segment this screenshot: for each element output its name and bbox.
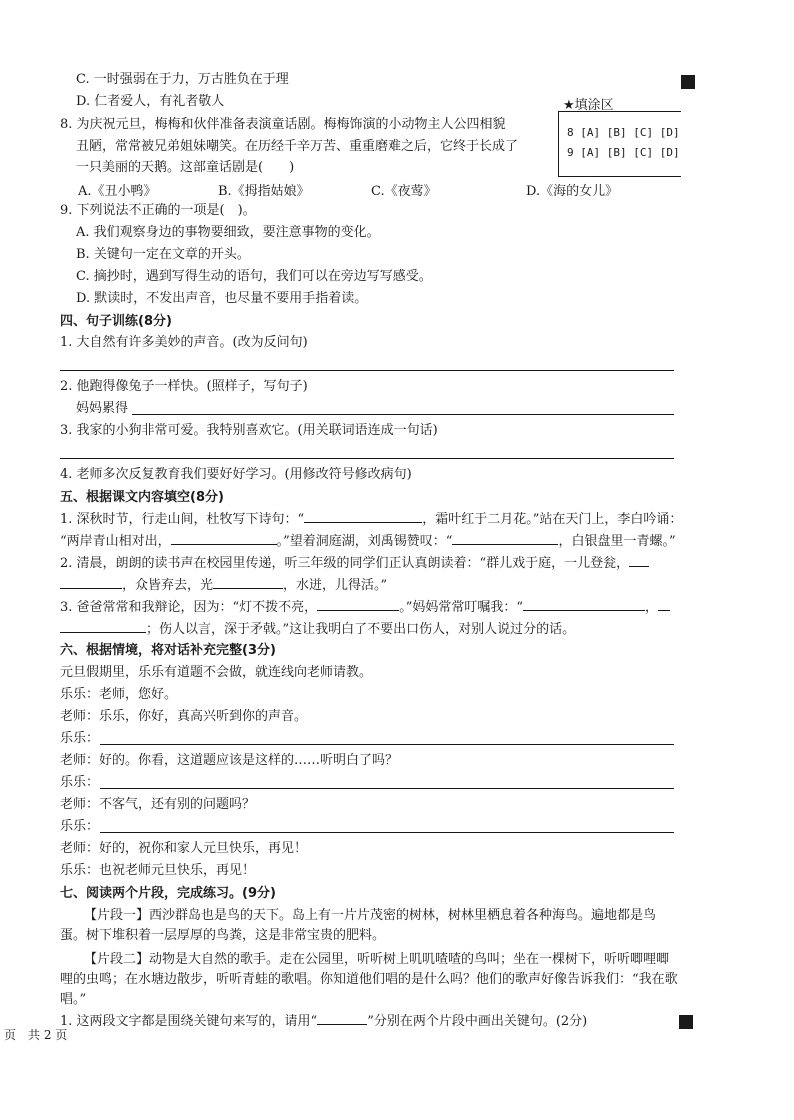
section-6-title: 六、根据情境，将对话补充完整(3分) (60, 643, 276, 658)
fill-row-9[interactable]: 9 [A] [B] [C] [D] (567, 146, 680, 159)
dialogue-answer-line-1[interactable] (100, 744, 674, 745)
sec5-q3-blank-2[interactable] (523, 598, 645, 611)
sec5-q3-blank-1[interactable] (317, 598, 399, 611)
q9-option-d: D. 默读时，不发出声音，也尽量不要用手指着读。 (76, 291, 368, 306)
sec4-q3: 3. 我家的小狗非常可爱。我特别喜欢它。(用关联词语连成一句话) (60, 423, 438, 438)
fill-area-box (558, 111, 681, 177)
sec5-q2-line1 (60, 554, 649, 573)
reading-passage-1: 【片段一】西沙群岛也是鸟的天下。岛上有一片片茂密的树林，树林里栖息着各种海鸟。遍地都是鸟蛋。树下堆积着一层厚厚的鸟粪，这是非常宝贵的肥料。 (60, 908, 657, 943)
sec5-q1-blank-1[interactable] (304, 510, 422, 523)
q8-option-c[interactable]: C.《夜莺》 (371, 184, 437, 199)
dialogue-line-5-label: 乐乐： (60, 775, 100, 790)
sec5-q2-text-b: ，众皆弃去，光 (122, 578, 214, 593)
sec5-q1-text-c: “两岸青山相对出， (60, 534, 171, 549)
sec5-q1-blank-3[interactable] (452, 532, 558, 545)
q8-line-3: 一只美丽的天鹅。这部童话剧是( ) (76, 160, 295, 175)
sec4-q4: 4. 老师多次反复教育我们要好好学习。(用修改符号修改病句) (60, 467, 412, 482)
alignment-marker-top (681, 75, 695, 89)
q8-options (78, 180, 638, 198)
sec5-q2-blank-1a[interactable] (629, 554, 649, 567)
alignment-marker-bottom (679, 1015, 693, 1029)
section-4-title: 四、句子训练(8分) (60, 314, 172, 329)
sec5-q1-text-a: 1. 深秋时节，行走山间，杜牧写下诗句：“ (60, 512, 305, 527)
sec5-q1-line2 (60, 532, 676, 551)
dialogue-line-2: 老师：乐乐，你好，真高兴听到你的声音。 (60, 709, 308, 724)
sec5-q3-text-b: 。”妈妈常常叮嘱我：“ (399, 600, 523, 615)
sec5-q2-blank-1b[interactable] (60, 576, 122, 589)
q9-option-b: B. 关键句一定在文章的开头。 (76, 247, 250, 262)
sec4-q3-answer-line[interactable] (60, 458, 674, 459)
sec5-q3-blank-3b[interactable] (60, 620, 146, 633)
sec5-q3-text-c: ， (644, 600, 658, 615)
q8-line-2: 丑陋，常常被兄弟姐妹嘲笑。在历经千辛万苦、重重磨难之后，它终于长成了 (76, 139, 519, 154)
sec5-q2-text-a: 2. 清晨，朗朗的读书声在校园里传递，听三年级的同学们正认真朗读着：“群儿戏于庭，一儿登瓮， (60, 556, 630, 571)
section-7-title: 七、阅读两个片段，完成练习。(9分) (60, 886, 276, 901)
sec4-q2: 2. 他跑得像兔子一样快。(照样子，写句子) (60, 379, 308, 394)
sec4-q1: 1. 大自然有许多美妙的声音。(改为反问句) (60, 335, 308, 350)
dialogue-answer-line-2[interactable] (100, 788, 674, 789)
sec6-intro: 元旦假期里，乐乐有道题不会做，就连线向老师请教。 (60, 665, 373, 680)
q7-option-c: C. 一时强弱在于力，万古胜负在于理 (76, 72, 289, 87)
sec5-q2-blank-2[interactable] (213, 576, 283, 589)
sec5-q1-text-b: ，霜叶红于二月花。”站在天门上，李白吟诵： (422, 512, 683, 527)
sec7-q1-text-a: 1. 这两段文字都是围绕关键句来写的，请用“ (60, 1014, 318, 1029)
dialogue-line-3-label: 乐乐： (60, 731, 100, 746)
sec5-q1-line1 (60, 510, 682, 529)
q7-option-d: D. 仁者爱人，有礼者敬人 (76, 94, 225, 109)
sec4-q2-answer-line[interactable] (132, 414, 674, 415)
sec7-q1 (60, 1012, 587, 1031)
dialogue-line-9: 乐乐：也祝老师元旦快乐，再见！ (60, 863, 256, 878)
q8-option-a[interactable]: A.《丑小鸭》 (78, 184, 157, 199)
sec5-q1-text-d: 。”望着洞庭湖，刘禹锡赞叹：“ (276, 534, 453, 549)
sec5-q2-line2 (60, 576, 387, 595)
sec5-q3-line1 (60, 598, 670, 617)
q8-line-1: 8. 为庆祝元旦，梅梅和伙伴准备表演童话剧。梅梅饰演的小动物主人公四相貌 (60, 117, 506, 132)
section-5-title: 五、根据课文内容填空(8分) (60, 490, 224, 505)
sec5-q1-blank-2[interactable] (171, 532, 277, 545)
sec4-q1-answer-line[interactable] (60, 370, 674, 371)
q9-option-a: A. 我们观察身边的事物要细致，要注意事物的变化。 (76, 225, 380, 240)
sec5-q2-text-c: ，水迸，儿得活。” (283, 578, 388, 593)
sec5-q3-line2 (60, 620, 575, 639)
q8-option-b[interactable]: B.《拇指姑娘》 (218, 184, 310, 199)
dialogue-line-7-label: 乐乐： (60, 819, 100, 834)
dialogue-answer-line-3[interactable] (100, 832, 674, 833)
sec5-q3-text-a: 3. 爸爸常常和我辩论，因为：“灯不拨不亮， (60, 600, 318, 615)
sec4-q2-prefix: 妈妈累得 (76, 401, 129, 416)
q9-option-c: C. 摘抄时，遇到写得生动的语句，我们可以在旁边写写感受。 (76, 269, 432, 284)
dialogue-line-8: 老师：好的，祝你和家人元旦快乐，再见！ (60, 841, 308, 856)
fill-area-title: ★填涂区 (563, 98, 614, 113)
dialogue-line-4: 老师：好的。你看，这道题应该是这样的……听明白了吗？ (60, 753, 399, 768)
reading-passage-2: 【片段二】动物是大自然的歌手。走在公园里，听听树上叽叽喳喳的鸟叫；坐在一棵树下，听听唧哩唧哩的虫鸣；在水塘边散步，听听青蛙的歌唱。你知道他们唱的是什么吗？他们的歌声好像告诉我们：“我在歌唱。” (60, 952, 678, 1007)
sec5-q3-text-d: ；伤人以言，深于矛戟。”这让我明白了不要出口伤人，对别人说过分的话。 (146, 622, 576, 637)
q8-option-d[interactable]: D.《海的女儿》 (526, 184, 619, 199)
page-footer: 页 共 2 页 (4, 1028, 68, 1042)
sec5-q3-blank-3a[interactable] (658, 598, 670, 611)
dialogue-line-6: 老师：不客气，还有别的问题吗？ (60, 797, 256, 812)
underline-symbol (317, 1012, 367, 1025)
dialogue-line-1: 乐乐：老师，您好。 (60, 687, 178, 702)
q9-stem: 9. 下列说法不正确的一项是( )。 (60, 203, 256, 218)
fill-row-8[interactable]: 8 [A] [B] [C] [D] (567, 126, 680, 139)
sec5-q1-text-e: ，白银盘里一青螺。” (558, 534, 676, 549)
sec7-q1-text-b: ”分别在两个片段中画出关键句。(2分) (367, 1014, 588, 1029)
